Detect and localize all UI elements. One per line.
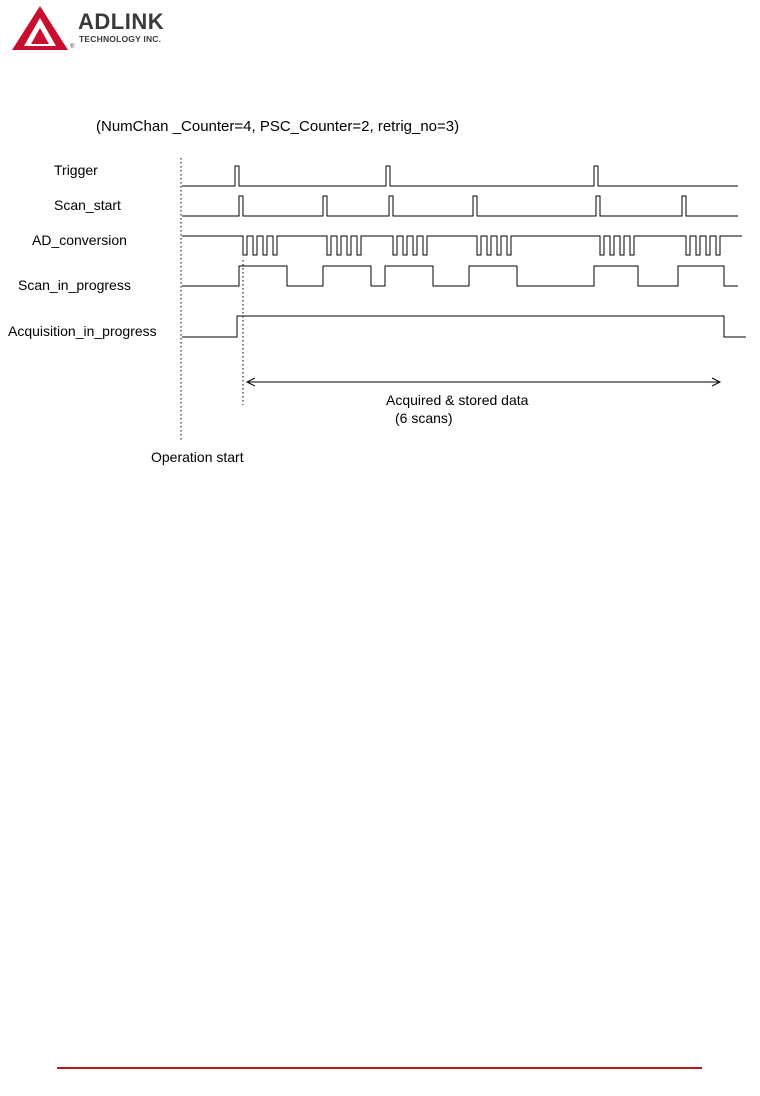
brand-tagline: TECHNOLOGY INC. (79, 34, 162, 44)
acquisition-in-progress-waveform (182, 316, 746, 337)
scan-start-waveform (182, 196, 738, 216)
signal-label-scan-in-progress: Scan_in_progress (18, 277, 131, 293)
brand-registered-mark: ® (70, 44, 75, 50)
diagram-title: (NumChan _Counter=4, PSC_Counter=2, retrig_no=3) (96, 118, 460, 135)
signal-label-ad-conversion: AD_conversion (32, 232, 127, 248)
adlink-logo (10, 6, 185, 52)
footer-rule (57, 1067, 702, 1069)
trigger-waveform (182, 166, 738, 186)
adlink-triangle-icon (10, 6, 70, 52)
scan-in-progress-waveform (182, 266, 738, 286)
ad-conversion-waveform (182, 236, 742, 255)
operation-start-label: Operation start (151, 449, 244, 465)
signal-label-acquisition-in-progress: Acquisition_in_progress (8, 323, 157, 339)
brand-name: ADLINK (78, 9, 165, 34)
scan-count-label: (6 scans) (395, 410, 453, 426)
signal-label-trigger: Trigger (54, 162, 98, 178)
timing-diagram (0, 100, 760, 480)
acquired-data-label: Acquired & stored data (386, 392, 529, 408)
signal-label-scan-start: Scan_start (54, 197, 121, 213)
